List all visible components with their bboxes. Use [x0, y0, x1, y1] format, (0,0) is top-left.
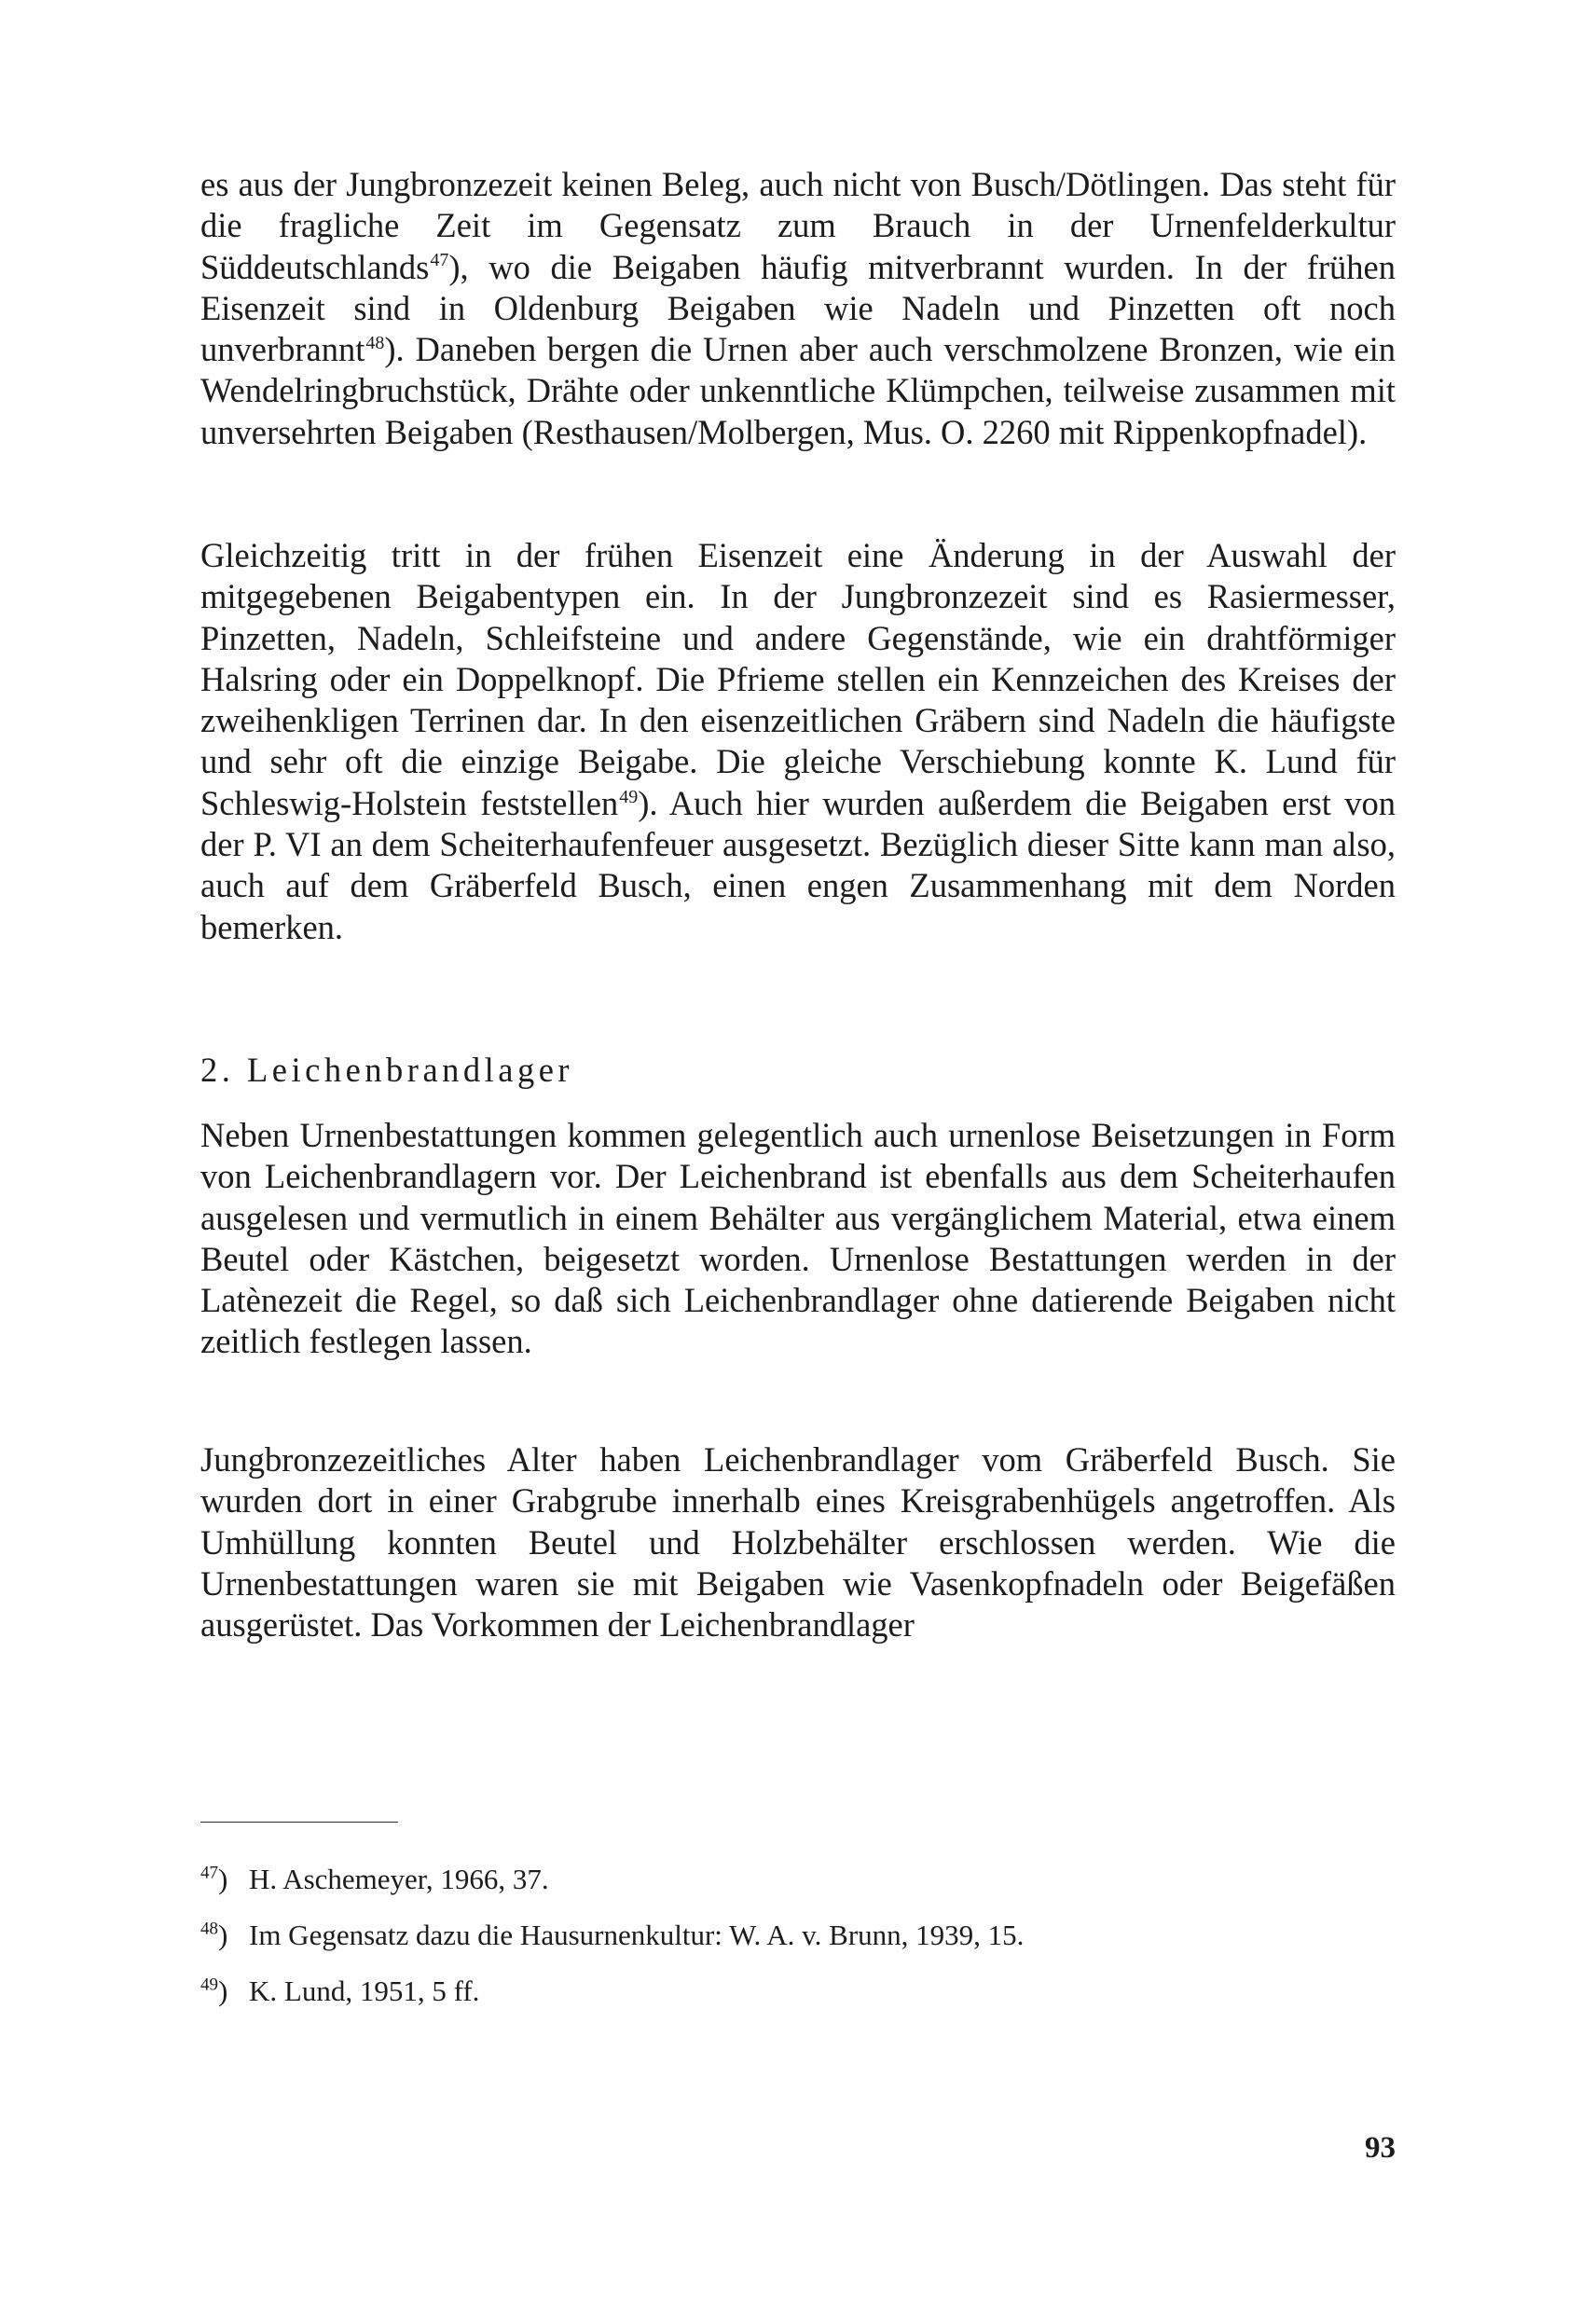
paragraph-text: ). Daneben bergen die Urnen aber auch verschmolzene Bronzen, wie ein Wendelringbruchstück, Drähte oder unkenntliche Klümpchen, teilweise zusammen mit unversehrten Beigaben (Resthausen/Molbergen, Mus. O. 2260 mit Rippenkopfnadel). — [200, 330, 1396, 451]
footnote-item — [200, 1863, 1396, 1896]
section-heading: 2. Leichenbrandlager — [200, 1051, 574, 1089]
footnote-number: 47 — [200, 1863, 218, 1883]
body-paragraph-4: Jungbronzezeitliches Alter haben Leichenbrandlager vom Gräberfeld Busch. Sie wurden dort in einer Grabgrube innerhalb eines Kreisgrabenhügels angetroffen. Als Umhüllung konnten Beutel und Holzbehälter erschlossen werden. Wie die Urnenbestattungen waren sie mit Beigaben wie Vasenkopfnadeln oder Beigefäßen ausgerüstet. Das Vorkommen der Leichenbrandlager — [200, 1440, 1396, 1645]
footnote-paren: ) — [218, 1975, 228, 2007]
paragraph-text: ), wo die Beigaben häufig mitverbrannt wurden. In der frühen Eisenzeit sind in Oldenburg Beigaben wie Nadeln und Pinzetten oft noch unverbrannt — [200, 247, 1396, 369]
footnote-paren: ) — [218, 1919, 228, 1951]
footnote-marker — [200, 1919, 249, 1952]
footnotes — [200, 1863, 1396, 2030]
body-paragraph-3: Neben Urnenbestattungen kommen gelegentlich auch urnenlose Beisetzungen in Form von Leichenbrandlagern vor. Der Leichenbrand ist ebenfalls aus dem Scheiterhaufen ausgelesen und vermutlich in einem Behälter aus vergänglichem Material, etwa einem Beutel oder Kästchen, beigesetzt worden. Urnenlose Bestattungen werden in der Latènezeit die Regel, so daß sich Leichenbrandlager ohne datierende Beigaben nicht zeitlich festlegen lassen. — [200, 1116, 1396, 1361]
footnote-paren: ) — [218, 1863, 228, 1895]
footnote-reference[interactable]: 47 — [430, 250, 449, 271]
footnote-text: Im Gegensatz dazu die Hausurnenkultur: W. A. v. Brunn, 1939, 15. — [249, 1919, 1025, 1951]
footnote-reference[interactable]: 49 — [619, 786, 639, 807]
footnote-marker — [200, 1975, 249, 2008]
body-paragraph-2 — [200, 535, 1396, 948]
footnote-item — [200, 1975, 1396, 2008]
footnote-number: 49 — [200, 1975, 218, 1995]
footnote-text: K. Lund, 1951, 5 ff. — [249, 1975, 480, 2007]
footnote-marker — [200, 1863, 249, 1896]
footnote-separator — [200, 1822, 398, 1823]
footnote-text: H. Aschemeyer, 1966, 37. — [249, 1863, 549, 1895]
paragraph-text: Gleichzeitig tritt in der frühen Eisenzeit eine Änderung in der Auswahl der mitgegebenen Beigabentypen ein. In der Jungbronzezeit sind es Rasiermesser, Pinzetten, Nadeln, Schleifsteine und andere Gegenstände, wie ein drahtförmiger Halsring oder ein Doppelknopf. Die Pfrieme stellen ein Kennzeichen des Kreises der zweihenkligen Terrinen dar. In den eisenzeitlichen Gräbern sind Nadeln die häufigste und sehr oft die einzige Beigabe. Die gleiche Verschiebung konnte K. Lund für Schleswig-Holstein feststellen — [200, 536, 1396, 822]
footnote-reference[interactable]: 48 — [365, 333, 385, 354]
footnote-item — [200, 1919, 1396, 1952]
paragraph-text: ). Auch hier wurden außerdem die Beigaben erst von der P. VI an dem Scheiterhaufenfeuer ausgesetzt. Bezüglich dieser Sitte kann man also, auch auf dem Gräberfeld Busch, einen engen Zusammenhang mit dem Norden bemerken. — [200, 783, 1396, 946]
page-number: 93 — [1365, 2131, 1396, 2165]
paragraph-text: es aus der Jungbronzezeit keinen Beleg, auch nicht von Busch/Dötlingen. Das steht für die fragliche Zeit im Gegensatz zum Brauch in der Urnenfelderkultur Süddeutschlands — [200, 165, 1396, 286]
footnote-number: 48 — [200, 1919, 218, 1939]
body-paragraph-1 — [200, 164, 1396, 453]
